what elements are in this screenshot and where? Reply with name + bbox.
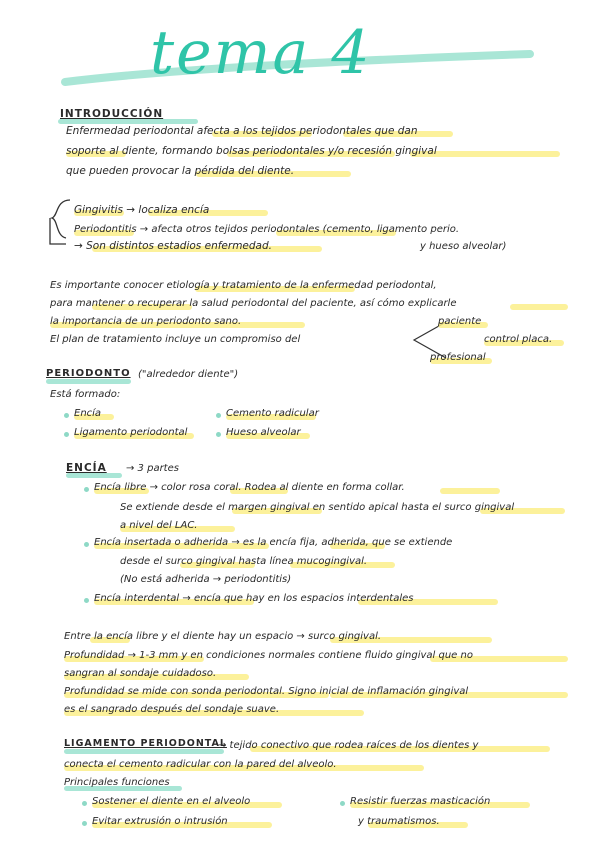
encia-insertada-2: desde el surco gingival hasta línea mucogingival. bbox=[120, 556, 368, 567]
intro-para-3: la importancia de un periodonto sano. bbox=[50, 316, 242, 327]
ligamento-funcs: Principales funciones bbox=[64, 777, 170, 788]
encia-parts: → 3 partes bbox=[126, 463, 179, 474]
intro-line-3: que pueden provocar la pérdida del diente. bbox=[66, 165, 295, 177]
encia-para-3: sangran al sondaje cuidadoso. bbox=[64, 668, 217, 679]
encia-heading: ENCÍA bbox=[66, 462, 107, 474]
heading-underline bbox=[46, 379, 131, 384]
ligamento-func-4: y traumatismos. bbox=[358, 816, 440, 827]
encia-libre-2: Se extiende desde el margen gingival en sentido apical hasta el surco gingival bbox=[120, 502, 515, 513]
bullet-dot bbox=[84, 598, 89, 603]
intro-bullet-2: Periodontitis → afecta otros tejidos periodontales (cemento, ligamento perio. bbox=[74, 224, 460, 235]
intro-word-control: control placa. bbox=[484, 334, 553, 345]
encia-interdental: Encía interdental → encía que hay en los espacios interdentales bbox=[94, 593, 414, 604]
bullet-dot bbox=[216, 432, 221, 437]
periodonto-item-3: Cemento radicular bbox=[226, 408, 319, 419]
periodonto-item-1: Encía bbox=[74, 408, 102, 419]
bullet-dot bbox=[64, 413, 69, 418]
periodonto-sub: ("alrededor diente") bbox=[138, 369, 239, 380]
bullet-dot bbox=[82, 801, 87, 806]
highlight bbox=[440, 488, 500, 494]
encia-para-2: Profundidad → 1-3 mm y en condiciones normales contiene fluido gingival que no bbox=[64, 650, 473, 661]
ligamento-line-2: conecta el cemento radicular con la pared del alveolo. bbox=[64, 759, 337, 770]
highlight bbox=[510, 304, 568, 310]
intro-bullet-2b: y hueso alveolar) bbox=[420, 241, 507, 252]
encia-para-4: Profundidad se mide con sonda periodontal. Signo inicial de inflamación gingival bbox=[64, 686, 469, 697]
encia-insertada: Encía insertada o adherida → es la encía fija, adherida, que se extiende bbox=[94, 537, 453, 548]
heading-underline bbox=[64, 749, 224, 754]
periodonto-item-2: Ligamento periodontal bbox=[74, 427, 188, 438]
page-title: tema 4 bbox=[150, 18, 372, 88]
bullet-dot bbox=[84, 487, 89, 492]
ligamento-func-2: Evitar extrusión o intrusión bbox=[92, 816, 228, 827]
periodonto-formed: Está formado: bbox=[50, 389, 121, 400]
intro-line-2: soporte al diente, formando bolsas periodontales y/o recesión gingival bbox=[66, 145, 437, 157]
brace-icon bbox=[46, 196, 76, 252]
periodonto-item-4: Hueso alveolar bbox=[226, 427, 301, 438]
encia-insertada-3: (No está adherida → periodontitis) bbox=[120, 574, 292, 585]
ligamento-func-3: Resistir fuerzas masticación bbox=[350, 796, 491, 807]
intro-line-1: Enfermedad periodontal afecta a los tejidos periodontales que dan bbox=[66, 125, 418, 137]
periodonto-heading: PERIODONTO bbox=[46, 368, 131, 379]
bullet-dot bbox=[84, 542, 89, 547]
intro-para-1: Es importante conocer etiología y tratamiento de la enfermedad periodontal, bbox=[50, 280, 437, 291]
intro-word-paciente: paciente bbox=[438, 316, 482, 327]
intro-bullet-1: Gingivitis → localiza encía bbox=[74, 204, 210, 216]
encia-libre-3: a nivel del LAC. bbox=[120, 520, 198, 531]
intro-para-2: para mantener o recuperar la salud periodontal del paciente, así cómo explicarle bbox=[50, 298, 457, 309]
intro-heading: INTRODUCCIÓN bbox=[60, 108, 164, 120]
intro-bullet-3: → Son distintos estadios enfermedad. bbox=[74, 240, 272, 252]
encia-libre: Encía libre → color rosa coral. Rodea al diente en forma collar. bbox=[94, 482, 405, 493]
bullet-dot bbox=[216, 413, 221, 418]
ligamento-heading: LIGAMENTO PERIODONTAL bbox=[64, 738, 227, 749]
ligamento-func-1: Sostener el diente en el alveolo bbox=[92, 796, 251, 807]
intro-word-profesional: profesional bbox=[430, 352, 486, 363]
ligamento-line-1: → tejido conectivo que rodea raíces de los dientes y bbox=[218, 740, 479, 751]
bullet-dot bbox=[64, 432, 69, 437]
encia-para-5: es el sangrado después del sondaje suave. bbox=[64, 704, 280, 715]
intro-para-4: El plan de tratamiento incluye un compromiso del bbox=[50, 334, 301, 345]
bullet-dot bbox=[340, 801, 345, 806]
bullet-dot bbox=[82, 821, 87, 826]
encia-para-1: Entre la encía libre y el diente hay un espacio → surco gingival. bbox=[64, 631, 382, 642]
